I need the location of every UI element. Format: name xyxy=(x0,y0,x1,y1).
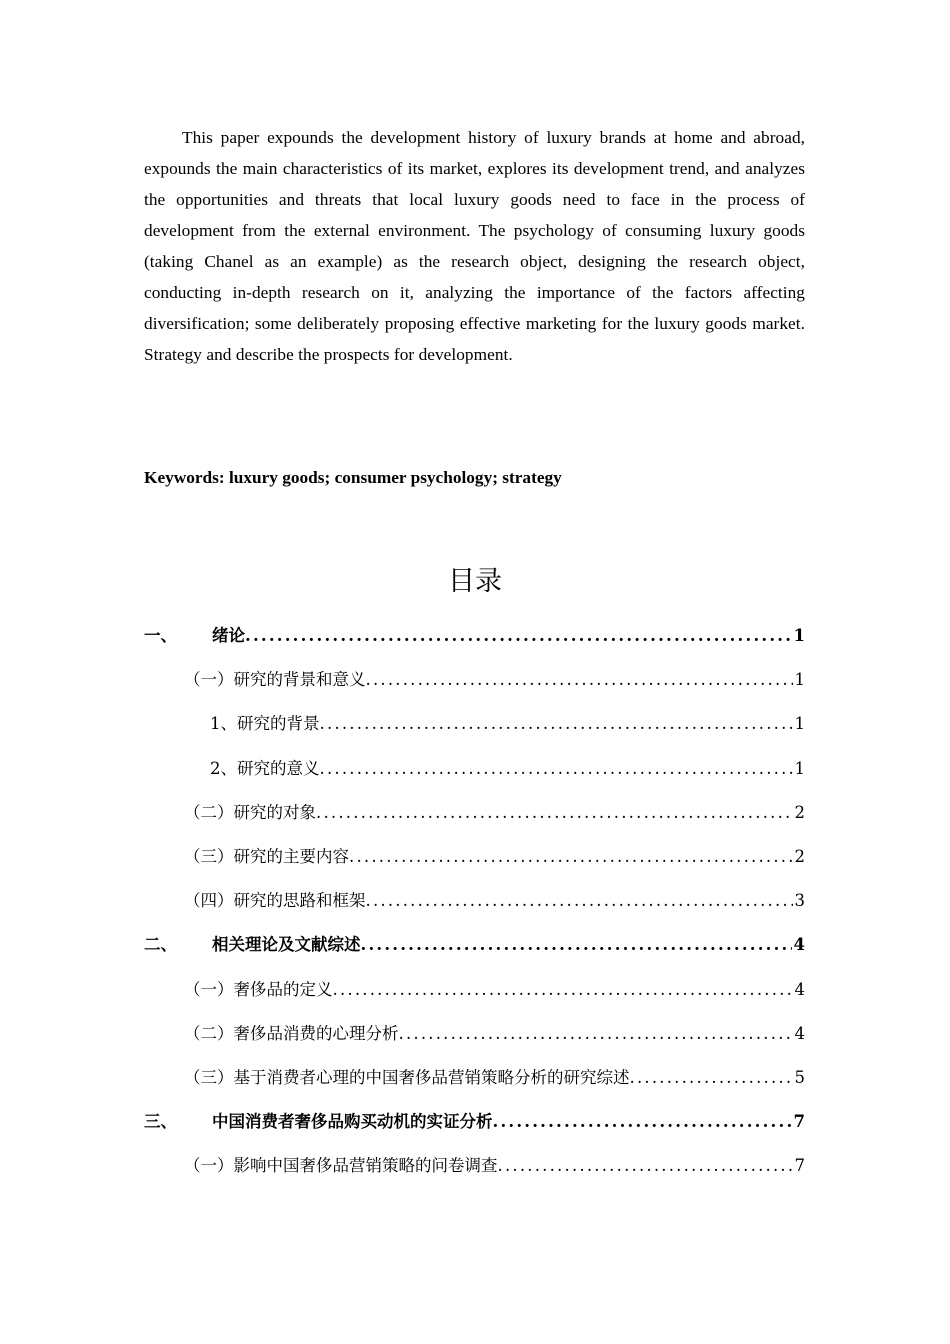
toc-entry-title: （四）研究的思路和框架 xyxy=(184,891,366,911)
toc-entry-number: 三、 xyxy=(144,1112,177,1132)
toc-entry-1-1[interactable] xyxy=(144,665,805,709)
toc-entry-number: 一、 xyxy=(144,626,177,645)
toc-entry-1-1-1[interactable] xyxy=(144,709,805,753)
toc-leader-dots xyxy=(493,1107,792,1137)
toc-entry-title: （一）研究的背景和意义 xyxy=(184,670,366,690)
toc-leader-dots xyxy=(320,754,793,784)
toc-entry-2-2[interactable] xyxy=(144,1019,805,1063)
toc-leader-dots xyxy=(366,886,793,916)
toc-entry-page: 2 xyxy=(794,802,805,822)
toc-entry-page: 1 xyxy=(793,626,805,645)
toc-entry-title: 相关理论及文献综述 xyxy=(212,935,361,955)
toc-entry-title: （一）奢侈品的定义 xyxy=(184,979,333,999)
toc-entry-title: 2、研究的意义 xyxy=(210,758,320,778)
toc-entry-title: （一）影响中国奢侈品营销策略的问卷调查 xyxy=(184,1156,498,1176)
toc-entry-title: （二）研究的对象 xyxy=(184,802,316,822)
toc-leader-dots xyxy=(333,975,793,1005)
toc-entry-page: 4 xyxy=(794,979,805,999)
toc-leader-dots xyxy=(361,930,792,960)
toc-entry-2[interactable] xyxy=(144,930,805,974)
toc-entry-page: 7 xyxy=(794,1156,805,1176)
toc-entry-page: 1 xyxy=(794,714,805,734)
toc-leader-dots xyxy=(349,842,793,872)
toc-title: 目录 xyxy=(448,566,502,597)
toc-entry-title: （二）奢侈品消费的心理分析 xyxy=(184,1023,399,1043)
toc-entry-1-2[interactable] xyxy=(144,798,805,842)
toc-entry-page: 2 xyxy=(794,846,805,866)
toc-entry-page: 7 xyxy=(793,1112,805,1132)
toc-entry-title: （三）研究的主要内容 xyxy=(184,846,349,866)
toc-entry-2-3[interactable] xyxy=(144,1063,805,1107)
toc-entry-page: 4 xyxy=(794,1023,805,1043)
toc-entry-1-3[interactable] xyxy=(144,842,805,886)
toc-entry-3-1[interactable] xyxy=(144,1151,805,1195)
toc-entry-page: 4 xyxy=(793,935,805,955)
toc-leader-dots xyxy=(245,621,792,651)
keywords-line: Keywords: luxury goods; consumer psychology; strategy xyxy=(144,468,562,487)
toc-entry-3[interactable] xyxy=(144,1107,805,1151)
toc-entry-1-4[interactable] xyxy=(144,886,805,930)
toc-entry-1[interactable] xyxy=(144,621,805,665)
toc-entry-title: 中国消费者奢侈品购买动机的实证分析 xyxy=(212,1112,493,1132)
toc-leader-dots xyxy=(630,1063,793,1093)
toc-leader-dots xyxy=(498,1151,793,1181)
toc-entry-page: 5 xyxy=(794,1067,805,1087)
table-of-contents xyxy=(144,621,805,1195)
toc-entry-title: 1、研究的背景 xyxy=(210,714,320,734)
toc-entry-page: 1 xyxy=(794,670,805,690)
toc-entry-page: 1 xyxy=(794,758,805,778)
toc-leader-dots xyxy=(320,709,793,739)
toc-entry-1-1-2[interactable] xyxy=(144,754,805,798)
abstract-text: This paper expounds the development history of luxury brands at home and abroad, expounds the main characteristics of its market, explores its development trend, and analyzes the opportunities and threats that local luxury goods need to face in the process of development from the external environment. The psychology of consuming luxury goods (taking Chanel as an example) as the research object, designing the research object, conducting in-depth research on it, analyzing the importance of the factors affecting diversification; some deliberately proposing effective marketing for the luxury goods market. Strategy and describe the prospects for development. xyxy=(144,128,805,364)
toc-entry-title: （三）基于消费者心理的中国奢侈品营销策略分析的研究综述 xyxy=(184,1067,630,1087)
abstract-section xyxy=(144,122,805,370)
toc-leader-dots xyxy=(316,798,793,828)
toc-leader-dots xyxy=(366,665,793,695)
toc-entry-page: 3 xyxy=(794,891,805,911)
toc-entry-2-1[interactable] xyxy=(144,975,805,1019)
toc-leader-dots xyxy=(399,1019,793,1049)
toc-entry-title: 绪论 xyxy=(212,626,245,645)
toc-entry-number: 二、 xyxy=(144,935,177,955)
